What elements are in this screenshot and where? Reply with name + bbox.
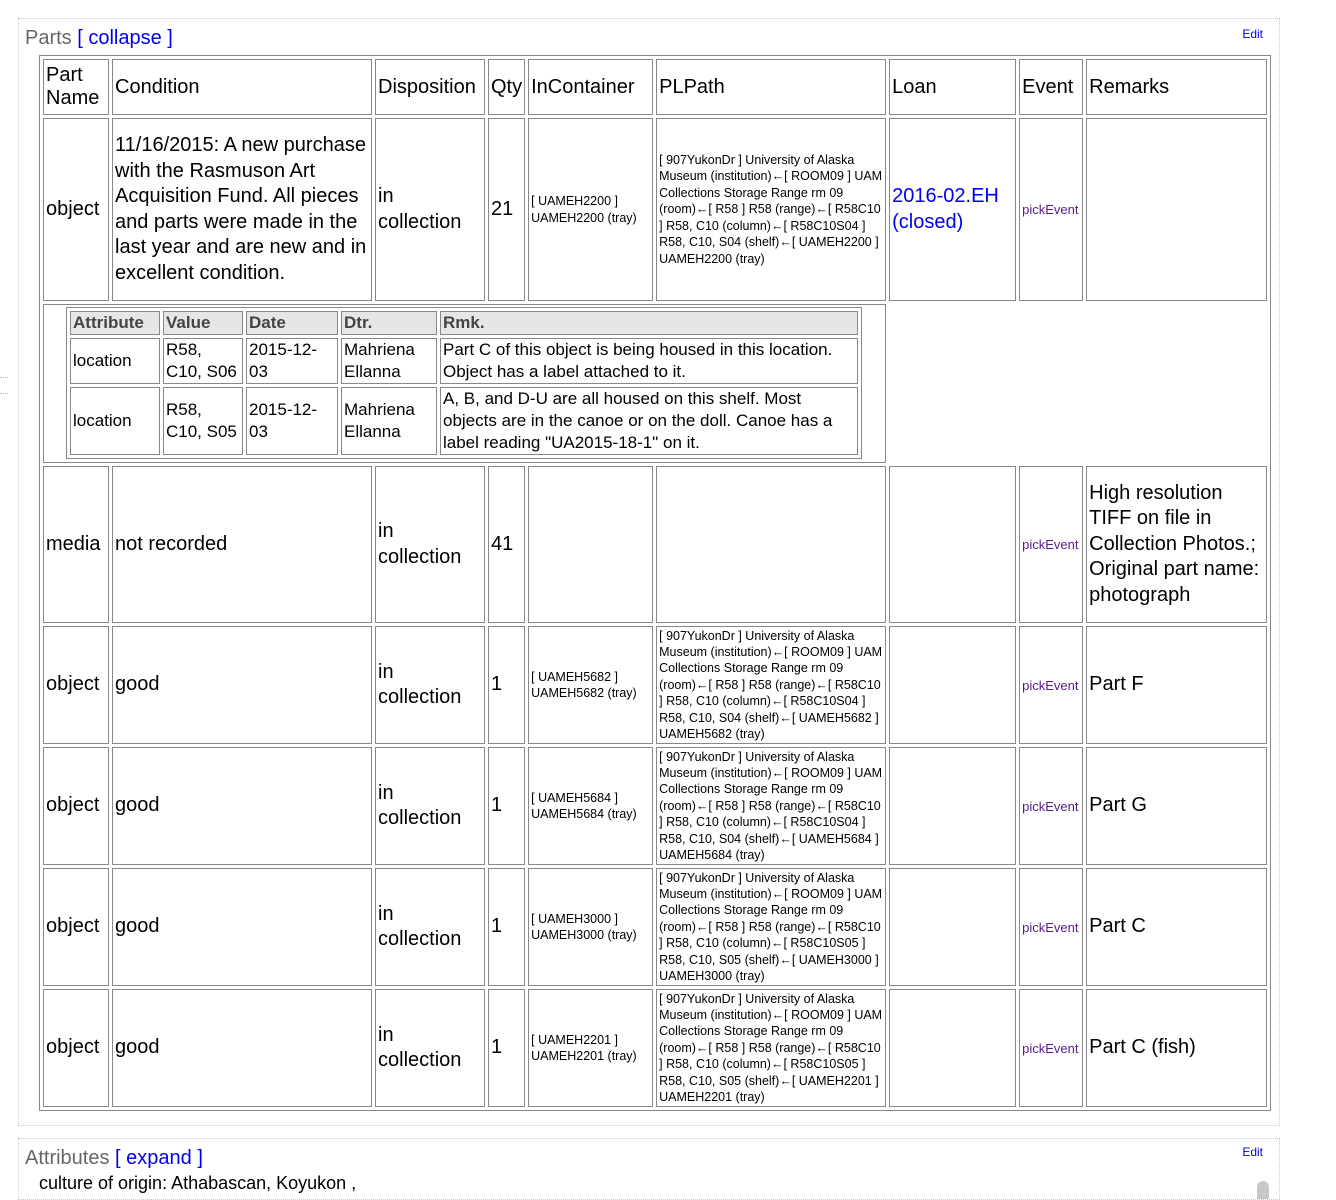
part-qty: 21 bbox=[488, 118, 525, 301]
attr-row bbox=[70, 387, 858, 455]
part-plpath bbox=[656, 466, 886, 623]
loan-link[interactable]: 2016-02.EH (closed) bbox=[892, 185, 999, 233]
part-condition: not recorded bbox=[112, 466, 372, 623]
part-in-container: [ UAMEH5682 ] UAMEH5682 (tray) bbox=[528, 626, 653, 744]
part-plpath: [ 907YukonDr ] University of Alaska Museum (institution)←[ ROOM09 ] UAM Collections Storage Range rm 09 (room)←[ R58 ] R58 (range)←[ R58C10 ] R58, C10 (column)←[ R58C10S05 ] R58, C10, S05 (shelf)←[ UAMEH2201 ] UAMEH2201 (tray) bbox=[656, 989, 886, 1107]
part-attributes-row bbox=[43, 304, 1267, 463]
part-plpath: [ 907YukonDr ] University of Alaska Museum (institution)←[ ROOM09 ] UAM Collections Storage Range rm 09 (room)←[ R58 ] R58 (range)←[ R58C10 ] R58, C10 (column)←[ R58C10S04 ] R58, C10, S04 (shelf)←[ UAMEH2200 ] UAMEH2200 (tray) bbox=[656, 118, 886, 301]
header-event: Event bbox=[1019, 59, 1083, 115]
part-remarks: Part C bbox=[1086, 868, 1267, 986]
attr-date: 2015-12-03 bbox=[246, 338, 338, 384]
attributes-panel-title: Attributes bbox=[25, 1147, 110, 1169]
part-remarks: Part F bbox=[1086, 626, 1267, 744]
part-qty: 1 bbox=[488, 989, 525, 1107]
attributes-panel bbox=[18, 1138, 1280, 1200]
loan-link[interactable] bbox=[889, 466, 1016, 623]
parts-panel-title: Parts bbox=[25, 27, 72, 49]
parts-collapse-toggle[interactable]: [ collapse ] bbox=[77, 27, 173, 49]
attr-header-value: Value bbox=[163, 311, 243, 335]
pick-event-link[interactable]: pickEvent bbox=[1019, 868, 1083, 986]
part-in-container: [ UAMEH5684 ] UAMEH5684 (tray) bbox=[528, 747, 653, 865]
part-qty: 41 bbox=[488, 466, 525, 623]
part-disposition: in collection bbox=[375, 989, 485, 1107]
attr-header-date: Date bbox=[246, 311, 338, 335]
part-plpath: [ 907YukonDr ] University of Alaska Museum (institution)←[ ROOM09 ] UAM Collections Storage Range rm 09 (room)←[ R58 ] R58 (range)←[ R58C10 ] R58, C10 (column)←[ R58C10S05 ] R58, C10, S05 (shelf)←[ UAMEH3000 ] UAMEH3000 (tray) bbox=[656, 868, 886, 986]
pick-event-link[interactable]: pickEvent bbox=[1019, 989, 1083, 1107]
pick-event-link[interactable]: pickEvent bbox=[1019, 747, 1083, 865]
attr-header-determiner: Dtr. bbox=[341, 311, 437, 335]
part-name: media bbox=[43, 466, 109, 623]
attr-determiner: Mahriena Ellanna bbox=[341, 338, 437, 384]
loan-link[interactable] bbox=[889, 868, 1016, 986]
attributes-edit-link[interactable]: Edit bbox=[1242, 1145, 1263, 1159]
header-plpath: PLPath bbox=[656, 59, 886, 115]
part-disposition: in collection bbox=[375, 626, 485, 744]
part-disposition: in collection bbox=[375, 466, 485, 623]
attributes-expand-toggle[interactable]: [ expand ] bbox=[115, 1147, 203, 1169]
attr-determiner: Mahriena Ellanna bbox=[341, 387, 437, 455]
attr-header-row bbox=[70, 311, 858, 335]
header-part-name: Part Name bbox=[43, 59, 109, 115]
part-in-container: [ UAMEH3000 ] UAMEH3000 (tray) bbox=[528, 868, 653, 986]
header-in-container: InContainer bbox=[528, 59, 653, 115]
part-qty: 1 bbox=[488, 868, 525, 986]
attr-header-remark: Rmk. bbox=[440, 311, 858, 335]
attr-date: 2015-12-03 bbox=[246, 387, 338, 455]
table-row bbox=[43, 747, 1267, 865]
part-condition: good bbox=[112, 626, 372, 744]
parts-header-row bbox=[43, 59, 1267, 115]
part-name: object bbox=[43, 989, 109, 1107]
part-attributes-table bbox=[66, 307, 862, 459]
part-in-container: [ UAMEH2200 ] UAMEH2200 (tray) bbox=[528, 118, 653, 301]
part-in-container bbox=[528, 466, 653, 623]
part-disposition: in collection bbox=[375, 868, 485, 986]
header-condition: Condition bbox=[112, 59, 372, 115]
part-disposition: in collection bbox=[375, 118, 485, 301]
header-remarks: Remarks bbox=[1086, 59, 1267, 115]
table-row bbox=[43, 118, 1267, 301]
header-disposition: Disposition bbox=[375, 59, 485, 115]
part-condition: 11/16/2015: A new purchase with the Rasmuson Art Acquisition Fund. All pieces and parts were made in the last year and are new and in excellent condition. bbox=[112, 118, 372, 301]
part-condition: good bbox=[112, 989, 372, 1107]
table-row bbox=[43, 626, 1267, 744]
table-row bbox=[43, 466, 1267, 623]
part-plpath: [ 907YukonDr ] University of Alaska Museum (institution)←[ ROOM09 ] UAM Collections Storage Range rm 09 (room)←[ R58 ] R58 (range)←[ R58C10 ] R58, C10 (column)←[ R58C10S04 ] R58, C10, S04 (shelf)←[ UAMEH5684 ] UAMEH5684 (tray) bbox=[656, 747, 886, 865]
attr-attribute: location bbox=[70, 387, 160, 455]
part-name: object bbox=[43, 626, 109, 744]
attr-attribute: location bbox=[70, 338, 160, 384]
part-qty: 1 bbox=[488, 747, 525, 865]
attributes-panel-header bbox=[19, 1139, 1279, 1171]
header-qty: Qty bbox=[488, 59, 525, 115]
part-disposition: in collection bbox=[375, 747, 485, 865]
pick-event-link[interactable]: pickEvent bbox=[1019, 118, 1083, 301]
parts-panel bbox=[18, 18, 1280, 1126]
attributes-first-line: culture of origin: Athabascan, Koyukon , bbox=[39, 1173, 357, 1193]
attr-remark: Part C of this object is being housed in this location. Object has a label attached to it. bbox=[440, 338, 858, 384]
part-condition: good bbox=[112, 747, 372, 865]
part-remarks bbox=[1086, 118, 1267, 301]
pick-event-link[interactable]: pickEvent bbox=[1019, 626, 1083, 744]
part-remarks: Part C (fish) bbox=[1086, 989, 1267, 1107]
part-condition: good bbox=[112, 868, 372, 986]
attr-value: R58, C10, S06 bbox=[163, 338, 243, 384]
part-remarks: Part G bbox=[1086, 747, 1267, 865]
part-name: object bbox=[43, 747, 109, 865]
attr-header-attribute: Attribute bbox=[70, 311, 160, 335]
pick-event-link[interactable]: pickEvent bbox=[1019, 466, 1083, 623]
part-plpath: [ 907YukonDr ] University of Alaska Museum (institution)←[ ROOM09 ] UAM Collections Storage Range rm 09 (room)←[ R58 ] R58 (range)←[ R58C10 ] R58, C10 (column)←[ R58C10S04 ] R58, C10, S04 (shelf)←[ UAMEH5682 ] UAMEH5682 (tray) bbox=[656, 626, 886, 744]
table-row bbox=[43, 868, 1267, 986]
loan-link[interactable] bbox=[889, 626, 1016, 744]
part-in-container: [ UAMEH2201 ] UAMEH2201 (tray) bbox=[528, 989, 653, 1107]
header-loan: Loan bbox=[889, 59, 1016, 115]
loan-link[interactable] bbox=[889, 747, 1016, 865]
part-name: object bbox=[43, 118, 109, 301]
attr-value: R58, C10, S05 bbox=[163, 387, 243, 455]
attr-remark: A, B, and D-U are all housed on this shelf. Most objects are in the canoe or on the doll. Canoe has a label reading "UA2015-18-1" on it. bbox=[440, 387, 858, 455]
part-qty: 1 bbox=[488, 626, 525, 744]
parts-table bbox=[39, 55, 1271, 1111]
parts-edit-link[interactable]: Edit bbox=[1242, 27, 1263, 41]
attr-row bbox=[70, 338, 858, 384]
scrollbar-thumb[interactable] bbox=[1257, 1181, 1269, 1199]
parts-panel-header bbox=[19, 19, 1279, 55]
table-row bbox=[43, 989, 1267, 1107]
loan-link[interactable] bbox=[889, 989, 1016, 1107]
part-remarks: High resolution TIFF on file in Collection Photos.; Original part name: photograph bbox=[1086, 466, 1267, 623]
part-name: object bbox=[43, 868, 109, 986]
